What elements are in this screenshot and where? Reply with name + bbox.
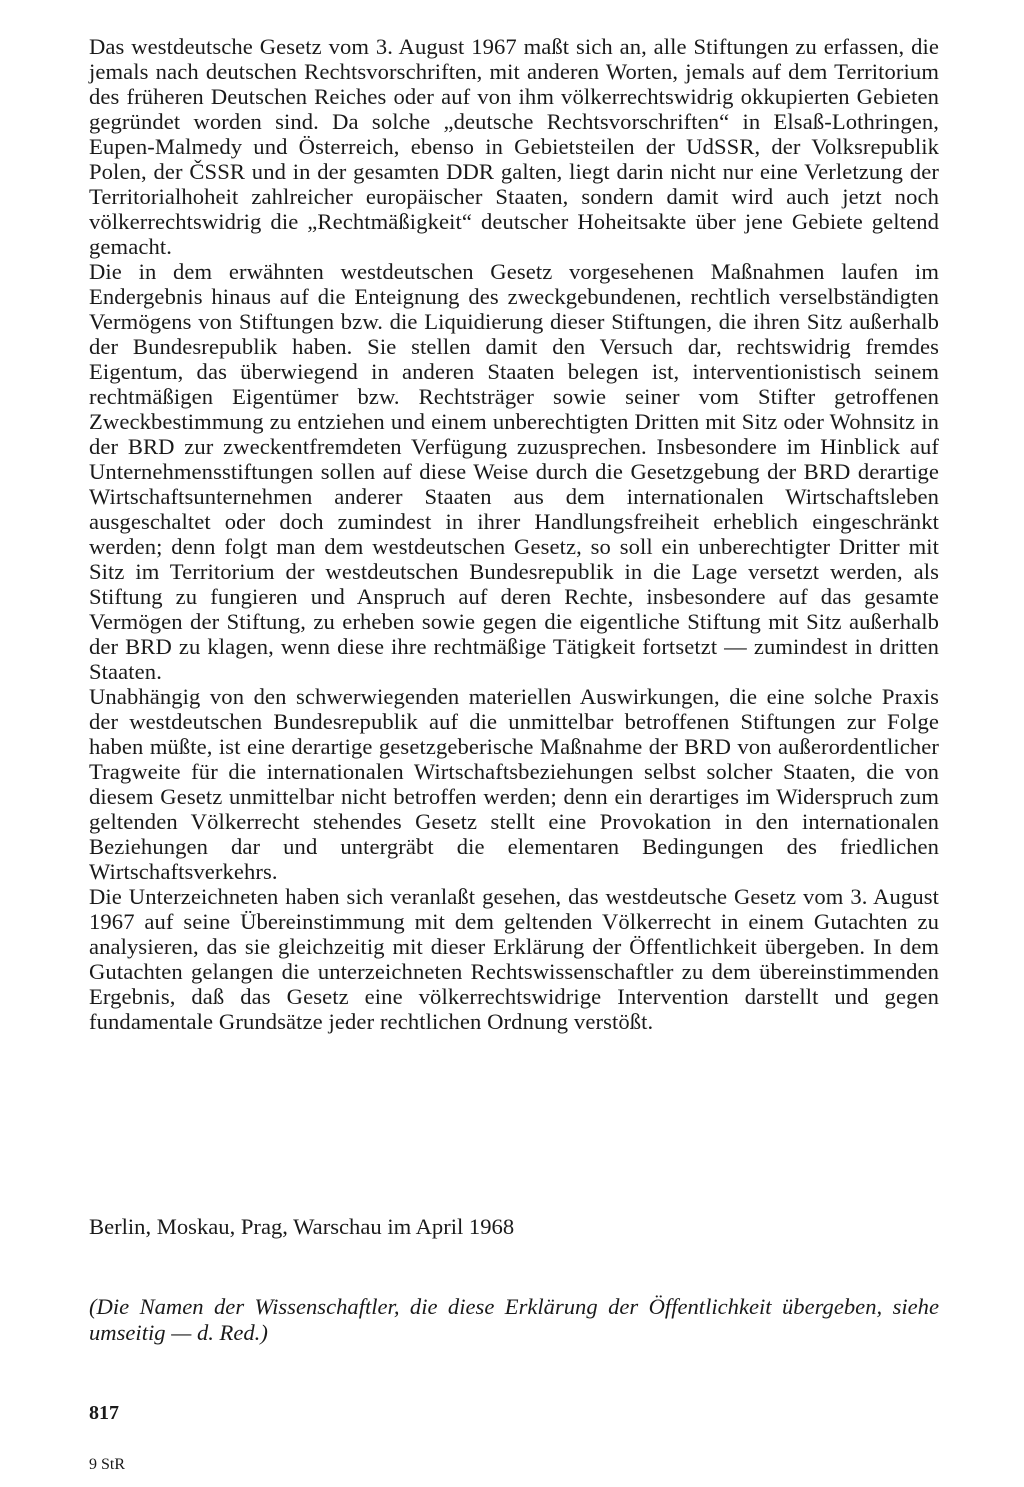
printer-signature-mark: 9 StR (89, 1456, 126, 1473)
paragraph-4: Die Unterzeichneten haben sich veranlaßt gesehen, das westdeutsche Gesetz vom 3. August 1967 auf seine Übereinstimmung mit dem geltenden Völkerrecht in einem Gutachten zu analysieren, das sie gleichzeitig mit dieser Erklärung der Öffentlichkeit übergeben. In dem Gutachten gelangen die unterzeichneten Rechtswissenschaftler zu dem übereinstimmenden Ergebnis, daß das Gesetz eine völkerrechtswidrige Intervention darstellt und gegen fundamentale Grundsätze jeder rechtlichen Ordnung verstößt. (89, 884, 939, 1034)
page-number: 817 (89, 1402, 119, 1424)
paragraph-2: Die in dem erwähnten westdeutschen Gesetz vorgesehenen Maßnahmen laufen im Endergebnis hinaus auf die Enteignung des zweckgebundenen, rechtlich verselbständigten Vermögens von Stiftungen bzw. die Liquidierung dieser Stiftungen, die ihren Sitz außerhalb der Bundesrepublik haben. Sie stellen damit den Versuch dar, rechtswidrig fremdes Eigentum, das überwiegend in anderen Staaten belegen ist, interventionistisch seinem rechtmäßigen Eigentümer bzw. Rechtsträger sowie seiner vom Stifter getroffenen Zweckbestimmung zu entziehen und einem unberechtigten Dritten mit Sitz oder Wohnsitz in der BRD zur zweckentfremdeten Verfügung zuzusprechen. Insbesondere im Hinblick auf Unternehmensstiftungen sollen auf diese Weise durch die Gesetzgebung der BRD derartige Wirtschaftsunternehmen anderer Staaten aus dem internationalen Wirtschaftsleben ausgeschaltet oder doch zumindest in ihrer Handlungsfreiheit erheblich eingeschränkt werden; denn folgt man dem westdeutschen Gesetz, so soll ein unberechtigter Dritter mit Sitz im Territorium der westdeutschen Bundesrepublik in die Lage versetzt werden, als Stiftung zu fungieren und Anspruch auf deren Rechte, insbesondere auf das gesamte Vermögen der Stiftung, zu erheben sowie gegen die eigentliche Stiftung mit Sitz außerhalb der BRD zu klagen, wenn diese ihre rechtmäßige Tätigkeit fortsetzt — zumindest in dritten Staaten. (89, 259, 939, 684)
place-and-date: Berlin, Moskau, Prag, Warschau im April 1968 (89, 1214, 515, 1239)
paragraph-1: Das westdeutsche Gesetz vom 3. August 1967 maßt sich an, alle Stiftungen zu erfassen, die jemals nach deutschen Rechtsvorschriften, mit anderen Worten, jemals auf dem Territorium des früheren Deutschen Reiches oder auf von ihm völkerrechtswidrig okkupierten Gebieten gegründet worden sind. Da solche „deutsche Rechtsvorschriften“ in Elsaß-Lothringen, Eupen-Malmedy und Österreich, ebenso in Gebietsteilen der UdSSR, der Volksrepublik Polen, der ČSSR und in der gesamten DDR galten, liegt darin nicht nur eine Verletzung der Territorialhoheit zahlreicher europäischer Staaten, sondern damit wird auch jetzt noch völkerrechtswidrig die „Rechtmäßigkeit“ deutscher Hoheitsakte über jene Gebiete geltend gemacht. (89, 34, 939, 259)
body-text (89, 34, 939, 1034)
paragraph-3: Unabhängig von den schwerwiegenden materiellen Auswirkungen, die eine solche Praxis der westdeutschen Bundesrepublik auf die unmittelbar betroffenen Stiftungen zur Folge haben müßte, ist eine derartige gesetzgeberische Maßnahme der BRD von außerordentlicher Tragweite für die internationalen Wirtschaftsbeziehungen selbst solcher Staaten, die von diesem Gesetz unmittelbar nicht betroffen werden; denn ein derartiges im Widerspruch zum geltenden Völkerrecht stehendes Gesetz stellt eine Provokation in den internationalen Beziehungen dar und untergräbt die elementaren Bedingungen des friedlichen Wirtschaftsverkehrs. (89, 684, 939, 884)
editor-note: (Die Namen der Wissenschaftler, die diese Erklärung der Öffentlichkeit übergeben, siehe umseitig — d. Red.) (89, 1294, 939, 1345)
